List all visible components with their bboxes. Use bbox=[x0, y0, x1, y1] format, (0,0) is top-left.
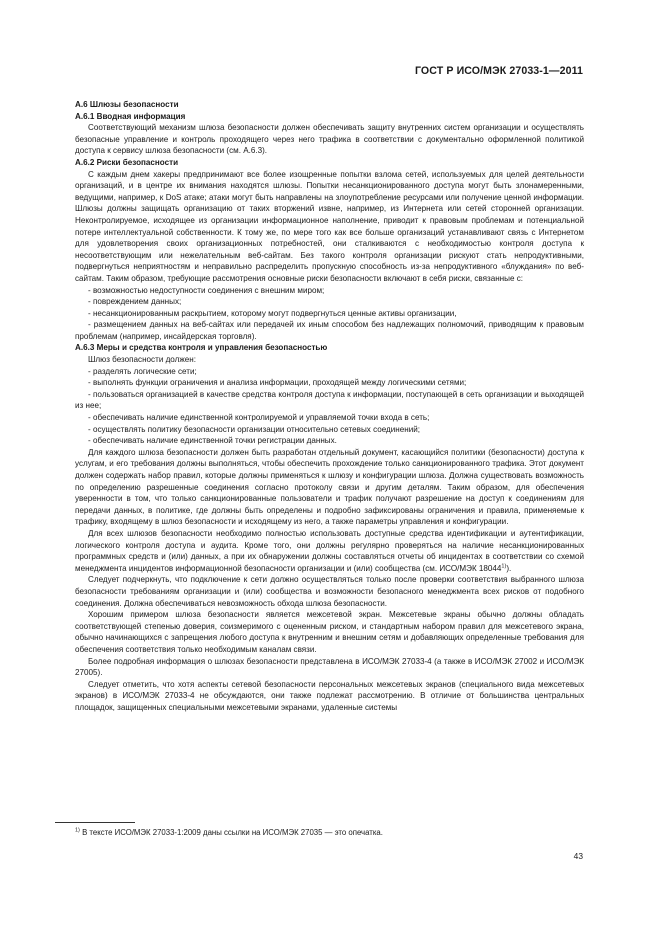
paragraph-firewall: Хорошим примером шлюза безопасности является межсетевой экран. Межсетевые экраны обычно должны обладать соответствующей степенью доверия, соизмеримого с оцененным риском, и стандартным набором правил для межсетевого экрана, обычно начинающихся с запрещения любого доступа к внутренним и внешним сетям и добавляющих определенные требования для обеспечения соответствия только необходимым каналам связи. bbox=[75, 610, 584, 654]
list-item: - размещением данных на веб-сайтах или передачей их иным способом без надлежащих полномочий, приводящим к правовым проблемам (например, инсайдерская торговля). bbox=[75, 320, 584, 341]
paragraph-audit bbox=[75, 528, 584, 574]
footnote-divider bbox=[55, 822, 135, 823]
list-item: - пользоваться организацией в качестве средства контроля доступа к информации, поступающей в сеть организации и выходящей из нее; bbox=[75, 389, 584, 411]
paragraph-a61: Соответствующий механизм шлюза безопасности должен обеспечивать защиту внутренних систем организации и осуществлять безопасные управление и контроль проходящего через него трафика в соответствии с документально оформленной политикой доступа к сервису шлюза безопасности (см. А.6.3). bbox=[75, 123, 584, 156]
section-title-a63: А.6.3 Меры и средства контроля и управления безопасностью bbox=[75, 343, 328, 353]
paragraph-a62: С каждым днем хакеры предпринимают все более изощренные попытки взлома сетей, используемых для целей деятельности организаций, и в центре их внимания находятся шлюзы. Попытки несанкционированного доступа могут быть злонамеренными, ведущими, например, к DoS атаке; атаки могут быть направлены на злоупотребление ресурсами или получение ценной информации. Шлюзы должны защищать организацию от таких вторжений извне, например, из Интернета или сетей сторонней организации. Неконтролируемое, исходящее из организации информационное наполнение, приводит к правовым проблемам и потенциальной потере интеллектуальной собственности. К тому же, по мере того как все больше организаций устанавливают связь с Интернетом для удовлетворения своих организационных потребностей, они сталкиваются с необходимостью контроля доступа к несоответствующим или нежелательным веб-сайтам. Без такого контроля организации рискуют стать непродуктивными, подвергнуться неприятностям и неправильно распределить пропускную способность из-за непродуктивного «блуждания» по веб-сайтам. Таким образом, требующие рассмотрения основные риски безопасности включают в себя риски, связанные с: bbox=[75, 169, 584, 283]
paragraph-personal-firewalls: Следует отметить, что хотя аспекты сетевой безопасности персональных межсетевых экранов (специального вида межсетевых экранов) в ИСО/МЭК 27033-4 не обсуждаются, они также подлежат рассмотрению. В отличие от большинства центральных площадок, защищенных специальными межсетевыми экранами, удаленные системы bbox=[75, 679, 584, 712]
paragraph-policy: Для каждого шлюза безопасности должен быть разработан отдельный документ, касающийся политики (безопасности) доступа к услугам, и его требования должны выполняться, чтобы обеспечить прохождение только санкционированного трафика. Этот документ должен содержать набор правил, которые должны применяться к шлюзу и конфигурации шлюза. Должна существовать возможность по определению разрешенные соединения согласно протоколу связи и другим деталям. Таким образом, для обеспечения уверенности в том, что только санкционированные пользователи и трафик получают разрешение на доступ к соединениям для передачи данных, в политике, где должны быть определены и подробно зафиксированы ограничения и правила, применяемые к трафику, входящему в шлюз безопасности и исходящему из него, а также параметры управления и конфигурации. bbox=[75, 447, 584, 527]
section-title-a6: А.6 Шлюзы безопасности bbox=[75, 100, 179, 109]
section-title-a62: А.6.2 Риски безопасности bbox=[75, 157, 179, 167]
paragraph-a63-intro: Шлюз безопасности должен: bbox=[88, 355, 196, 365]
section-title-a61: А.6.1 Вводная информация bbox=[75, 111, 186, 121]
footnote-reference[interactable]: 1) bbox=[501, 563, 507, 570]
footnote bbox=[75, 827, 584, 839]
list-item: - возможностью недоступности соединения с внешним миром; bbox=[88, 285, 325, 295]
paragraph-audit-text: Для всех шлюзов безопасности необходимо полностью использовать доступные средства идентификации и аутентификации, логического контроля доступа и аудита. Кроме того, они должны регулярно проверяться на наличие несанкционированных программных средств и (или) данных, а при их обнаружении должны составляться отчеты об инцидентах в соответствии со схемой менеджмента инцидентов информационной безопасности организации и (или) сообщества (см. ИСО/МЭК 18044 bbox=[75, 528, 584, 573]
list-item: - несанкционированным раскрытием, которому могут подвергнуться ценные активы организации, bbox=[88, 308, 457, 318]
paragraph-connection: Следует подчеркнуть, что подключение к сети должно осуществляться только после проверки соответствия выбранного шлюза безопасности требованиям организации и (или) сообщества и возможности безопасного менеджмента всех рисков от подобного соединения. Должна обеспечиваться невозможность обхода шлюза безопасности. bbox=[75, 575, 584, 608]
list-item: - разделять логические сети; bbox=[88, 366, 197, 376]
document-body bbox=[75, 99, 584, 713]
page-number: 43 bbox=[573, 851, 583, 861]
page-header-standard: ГОСТ Р ИСО/МЭК 27033-1—2011 bbox=[414, 65, 583, 77]
list-item: - повреждением данных; bbox=[88, 297, 182, 307]
paragraph-audit-tail: ). bbox=[506, 563, 512, 573]
list-item: - выполнять функции ограничения и анализа информации, проходящей между логическими сетями; bbox=[88, 378, 467, 388]
footnote-marker: 1) bbox=[75, 827, 80, 834]
paragraph-more-info: Более подробная информация о шлюзах безопасности представлена в ИСО/МЭК 27033-4 (а также в ИСО/МЭК 27002 и ИСО/МЭК 27005). bbox=[75, 656, 584, 678]
list-item: - обеспечивать наличие единственной точки регистрации данных. bbox=[88, 436, 337, 446]
list-item: - осуществлять политику безопасности организации относительно сетевых соединений; bbox=[88, 424, 421, 434]
list-item: - обеспечивать наличие единственной контролируемой и управляемой точки входа в сеть; bbox=[88, 413, 430, 423]
footnote-text: В тексте ИСО/МЭК 27033-1:2009 даны ссылки на ИСО/МЭК 27035 — это опечатка. bbox=[82, 828, 383, 837]
